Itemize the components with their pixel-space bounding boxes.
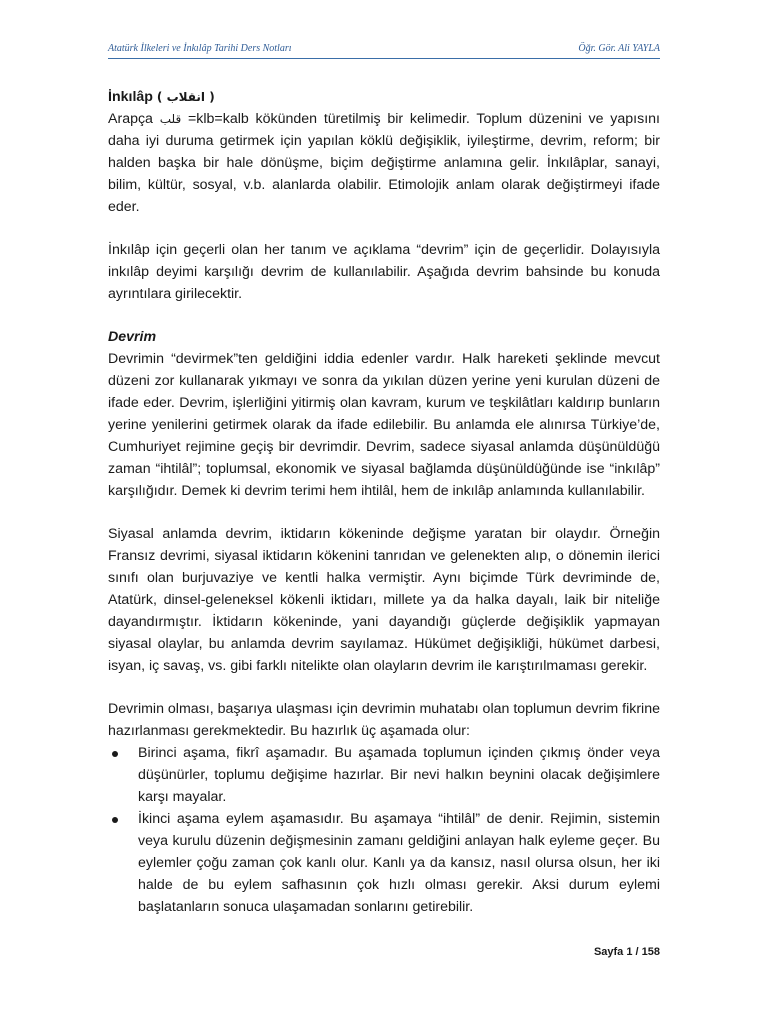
header-author: Öğr. Gör. Ali YAYLA [578,43,660,54]
bullet-icon [112,817,118,823]
page-header [108,42,660,59]
document-body [108,86,660,918]
list-item [108,742,660,808]
inkilap-paragraph-1 [108,108,660,218]
devrim-paragraph-3: Devrimin olması, başarıya ulaşması için devrimin muhatabı olan toplumun devrim fikrine hazırlanması gerekmektedir. Bu hazırlık üç aşamada olur: [108,701,660,739]
devrim-paragraph-1: Devrimin “devirmek”ten geldiğini iddia edenler vardır. Halk hareketi şeklinde mevcut düzeni zor kullanarak yıkmayı ve sonra da yıkılan düzen yerine yeni kurulan düzeni de ifade eder. Devrim, işlerliğini yitirmiş olan kavram, kurum ve teşkilâtları kaldırıp bunların yerine yenilerini getirmek olarak da ifade edilebilir. Bu anlamda ele alınırsa Türkiye’de, Cumhuriyet rejimine geçiş bir devrimdir. Devrim, sadece siyasal anlamda düşünüldüğü zaman “ihtilâl”; toplumsal, ekonomik ve siyasal bağlamda düşünüldüğünde ise “inkılâp” karşılığıdır. Demek ki devrim terimi hem ihtilâl, hem de inkılâp anlamında kullanılabilir. [108,351,660,499]
page-number: Sayfa 1 / 158 [593,946,660,958]
inkilap-p1-rest: =klb=kalb kökünden türetilmiş bir kelimedir. Toplum düzenini ve yapısını daha iyi duruma getirmek için yapılan köklü değişiklik, iyileştirme, devrim, reform; bir halden başka bir hale dönüşme, biçim değiştirme anlamına gelir. İnkılâplar, sanayi, bilim, kültür, sosyal, v.b. alanlarda olabilir. Etimolojik anlam olarak değiştirmeyi ifade eder. [108,111,660,215]
stages-list [108,742,660,918]
header-course-title: Atatürk İlkeleri ve İnkılâp Tarihi Ders Notları [108,43,292,54]
inkilap-p1-start: Arapça [108,111,153,127]
bullet-icon [112,751,118,757]
stage-1-text: Birinci aşama, fikrî aşamadır. Bu aşamada toplumun içinden çıkmış önder veya düşünürler, toplumu değişime hazırlar. Bir nevi halkın beynini olacak değişimlere karşı mayalar. [138,745,660,805]
inkilap-title-arabic: ( انقلاب ) [156,90,215,104]
devrim-heading: Devrim [108,329,157,345]
list-item [108,808,660,918]
inkilap-p1-arabic: قلب [159,112,182,126]
inkilap-paragraph-2: İnkılâp için geçerli olan her tanım ve açıklama “devrim” için de geçerlidir. Dolayısıyla inkılâp deyimi karşılığı devrim de kullanılabilir. Aşağıda devrim bahsinde bu konuda ayrıntılara girilecektir. [108,242,660,302]
devrim-paragraph-2: Siyasal anlamda devrim, iktidarın kökeninde değişme yaratan bir olaydır. Örneğin Fransız devrimi, siyasal iktidarın kökenini tanrıdan ve gelenekten alıp, o dönemin ilerici sınıfı olan burjuvaziye ve kentli halka vermiştir. Aynı biçimde Türk devriminde de, Atatürk, dinsel-geleneksel kökenli iktidarı, millete ya da halka dayalı, laik bir niteliğe dayandırmıştır. İktidarın kökeninde, yani dayandığı güçlerde değişiklik yapmayan siyasal olaylar, bu anlamda devrim sayılamaz. Hükümet değişikliği, hükümet darbesi, isyan, iç savaş, vs. gibi farklı nitelikte olan olayların devrim ile karıştırılmaması gerekir. [108,526,660,674]
inkilap-heading [108,86,660,108]
inkilap-title: İnkılâp [108,89,153,105]
stage-2-text: İkinci aşama eylem aşamasıdır. Bu aşamaya “ihtilâl” de denir. Rejimin, sistemin veya kurulu düzenin değişmesinin zamanı geldiğini anlayan halk eyleme geçer. Bu eylemler çoğu zaman çok kanlı olur. Kanlı ya da kansız, nasıl olursa olsun, her iki halde de bu eylem safhasının çok hızlı olması gerekir. Aksi durum eylemi başlatanların sonuca ulaşamadan sonlarını getirebilir. [138,811,660,915]
